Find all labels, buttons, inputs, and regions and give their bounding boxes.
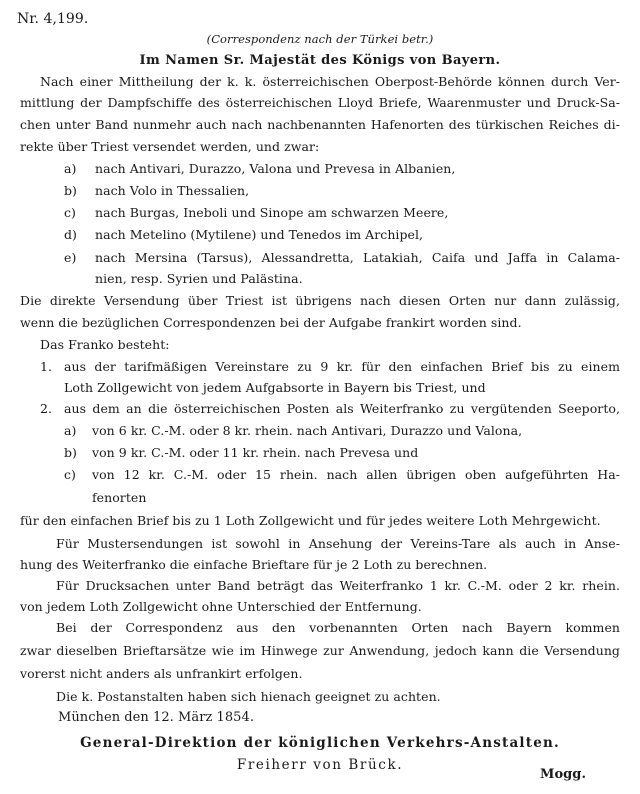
destination-item-continuation: nien, resp. Syrien und Palästina. <box>95 271 303 286</box>
sub-item: von 9 kr. C.-M. oder 11 kr. rhein. nach Prevesa und <box>92 445 419 460</box>
document-subtitle: (Correspondenz nach der Türkei betr.) <box>206 32 434 46</box>
intro-line-4: rekte über Triest versendet werden, und zwar: <box>20 139 320 154</box>
destination-item: nach Mersina (Tarsus), Alessandretta, Latakiah, Caifa und Jaffa in Calama- <box>95 250 620 265</box>
destination-item: nach Volo in Thessalien, <box>95 183 250 198</box>
destination-item: nach Antivari, Durazzo, Valona und Prevesa in Albanien, <box>95 161 456 176</box>
paragraph-line: Für Drucksachen unter Band beträgt das Weiterfranko 1 kr. C.-M. oder 2 kr. rhein. <box>56 578 620 593</box>
sub-item-continuation: fenorten <box>92 490 147 505</box>
destination-marker: a) <box>64 161 77 176</box>
intro-line-1: Nach einer Mittheilung der k. k. österreichischen Oberpost-Behörde können durch Ver- <box>40 74 620 89</box>
item1-line-2: Loth Zollgewicht von jedem Aufgabsorte in Bayern bis Triest, und <box>64 380 486 395</box>
destination-marker: e) <box>64 250 77 265</box>
signature-authority: General-Direktion der königlichen Verkehrs-Anstalten. <box>80 735 560 751</box>
paragraph-line: vorerst nicht anders als unfrankirt erfolgen. <box>20 666 303 681</box>
destination-marker: d) <box>64 227 77 242</box>
franko-intro: Das Franko besteht: <box>40 337 170 352</box>
destination-marker: c) <box>64 205 76 220</box>
intro-line-2: mittlung der Dampfschiffe des österreichischen Lloyd Briefe, Waarenmuster und Druck-Sa- <box>20 95 620 110</box>
document-heading: Im Namen Sr. Majestät des Königs von Bayern. <box>139 53 501 68</box>
direct-line-2: wenn die bezüglichen Correspondenzen bei der Aufgabe frankirt worden sind. <box>20 315 522 330</box>
document-number: Nr. 4,199. <box>17 11 89 27</box>
paragraph-line: Für Mustersendungen ist sowohl in Ansehung der Vereins-Tare als auch in Anse- <box>56 536 620 551</box>
sub-item: von 12 kr. C.-M. oder 15 rhein. nach allen übrigen oben aufgeführten Ha- <box>92 467 620 482</box>
paragraph-line: zwar dieselben Brieftarsätze wie im Hinwege zur Anwendung, jedoch kann die Versendung <box>20 643 620 658</box>
paragraph-line: von jedem Loth Zollgewicht ohne Unterschied der Entfernung. <box>20 599 422 614</box>
item1-line-1: aus der tarifmäßigen Vereinstare zu 9 kr. für den einfachen Brief bis zu einem <box>64 359 620 374</box>
item-marker: 1. <box>40 359 53 374</box>
direct-line-1: Die direkte Versendung über Triest ist übrigens nach diesen Orten nur dann zulässig, <box>20 293 620 308</box>
signature-name: Freiherr von Brück. <box>236 757 404 773</box>
item-marker: 2. <box>40 401 53 416</box>
destination-item: nach Burgas, Ineboli und Sinope am schwarzen Meere, <box>95 205 449 220</box>
signature-clerk: Mogg. <box>540 767 587 782</box>
sub-item-marker: c) <box>64 467 76 482</box>
paragraph-line: hung des Weiterfranko die einfache Brieftare für je 2 Loth zu berechnen. <box>20 557 488 572</box>
destination-item: nach Metelino (Mytilene) und Tenedos im Archipel, <box>95 227 424 242</box>
sub-item-marker: b) <box>64 445 77 460</box>
sub-item: von 6 kr. C.-M. oder 8 kr. rhein. nach Antivari, Durazzo und Valona, <box>92 423 523 438</box>
paragraph-line: Die k. Postanstalten haben sich hienach geeignet zu achten. <box>56 689 441 704</box>
paragraph-line: für den einfachen Brief bis zu 1 Loth Zollgewicht und für jedes weitere Loth Mehrgewicht. <box>20 513 601 528</box>
paragraph-line: Bei der Correspondenz aus den vorbenannten Orten nach Bayern kommen <box>56 620 620 635</box>
destination-marker: b) <box>64 183 77 198</box>
item2-line: aus dem an die österreichischen Posten als Weiterfranko zu vergütenden Seeporto, <box>64 401 620 416</box>
document-date: München den 12. März 1854. <box>58 710 255 725</box>
sub-item-marker: a) <box>64 423 77 438</box>
intro-line-3: chen unter Band nunmehr auch nach nachbenannten Hafenorten des türkischen Reiches di- <box>20 117 620 132</box>
